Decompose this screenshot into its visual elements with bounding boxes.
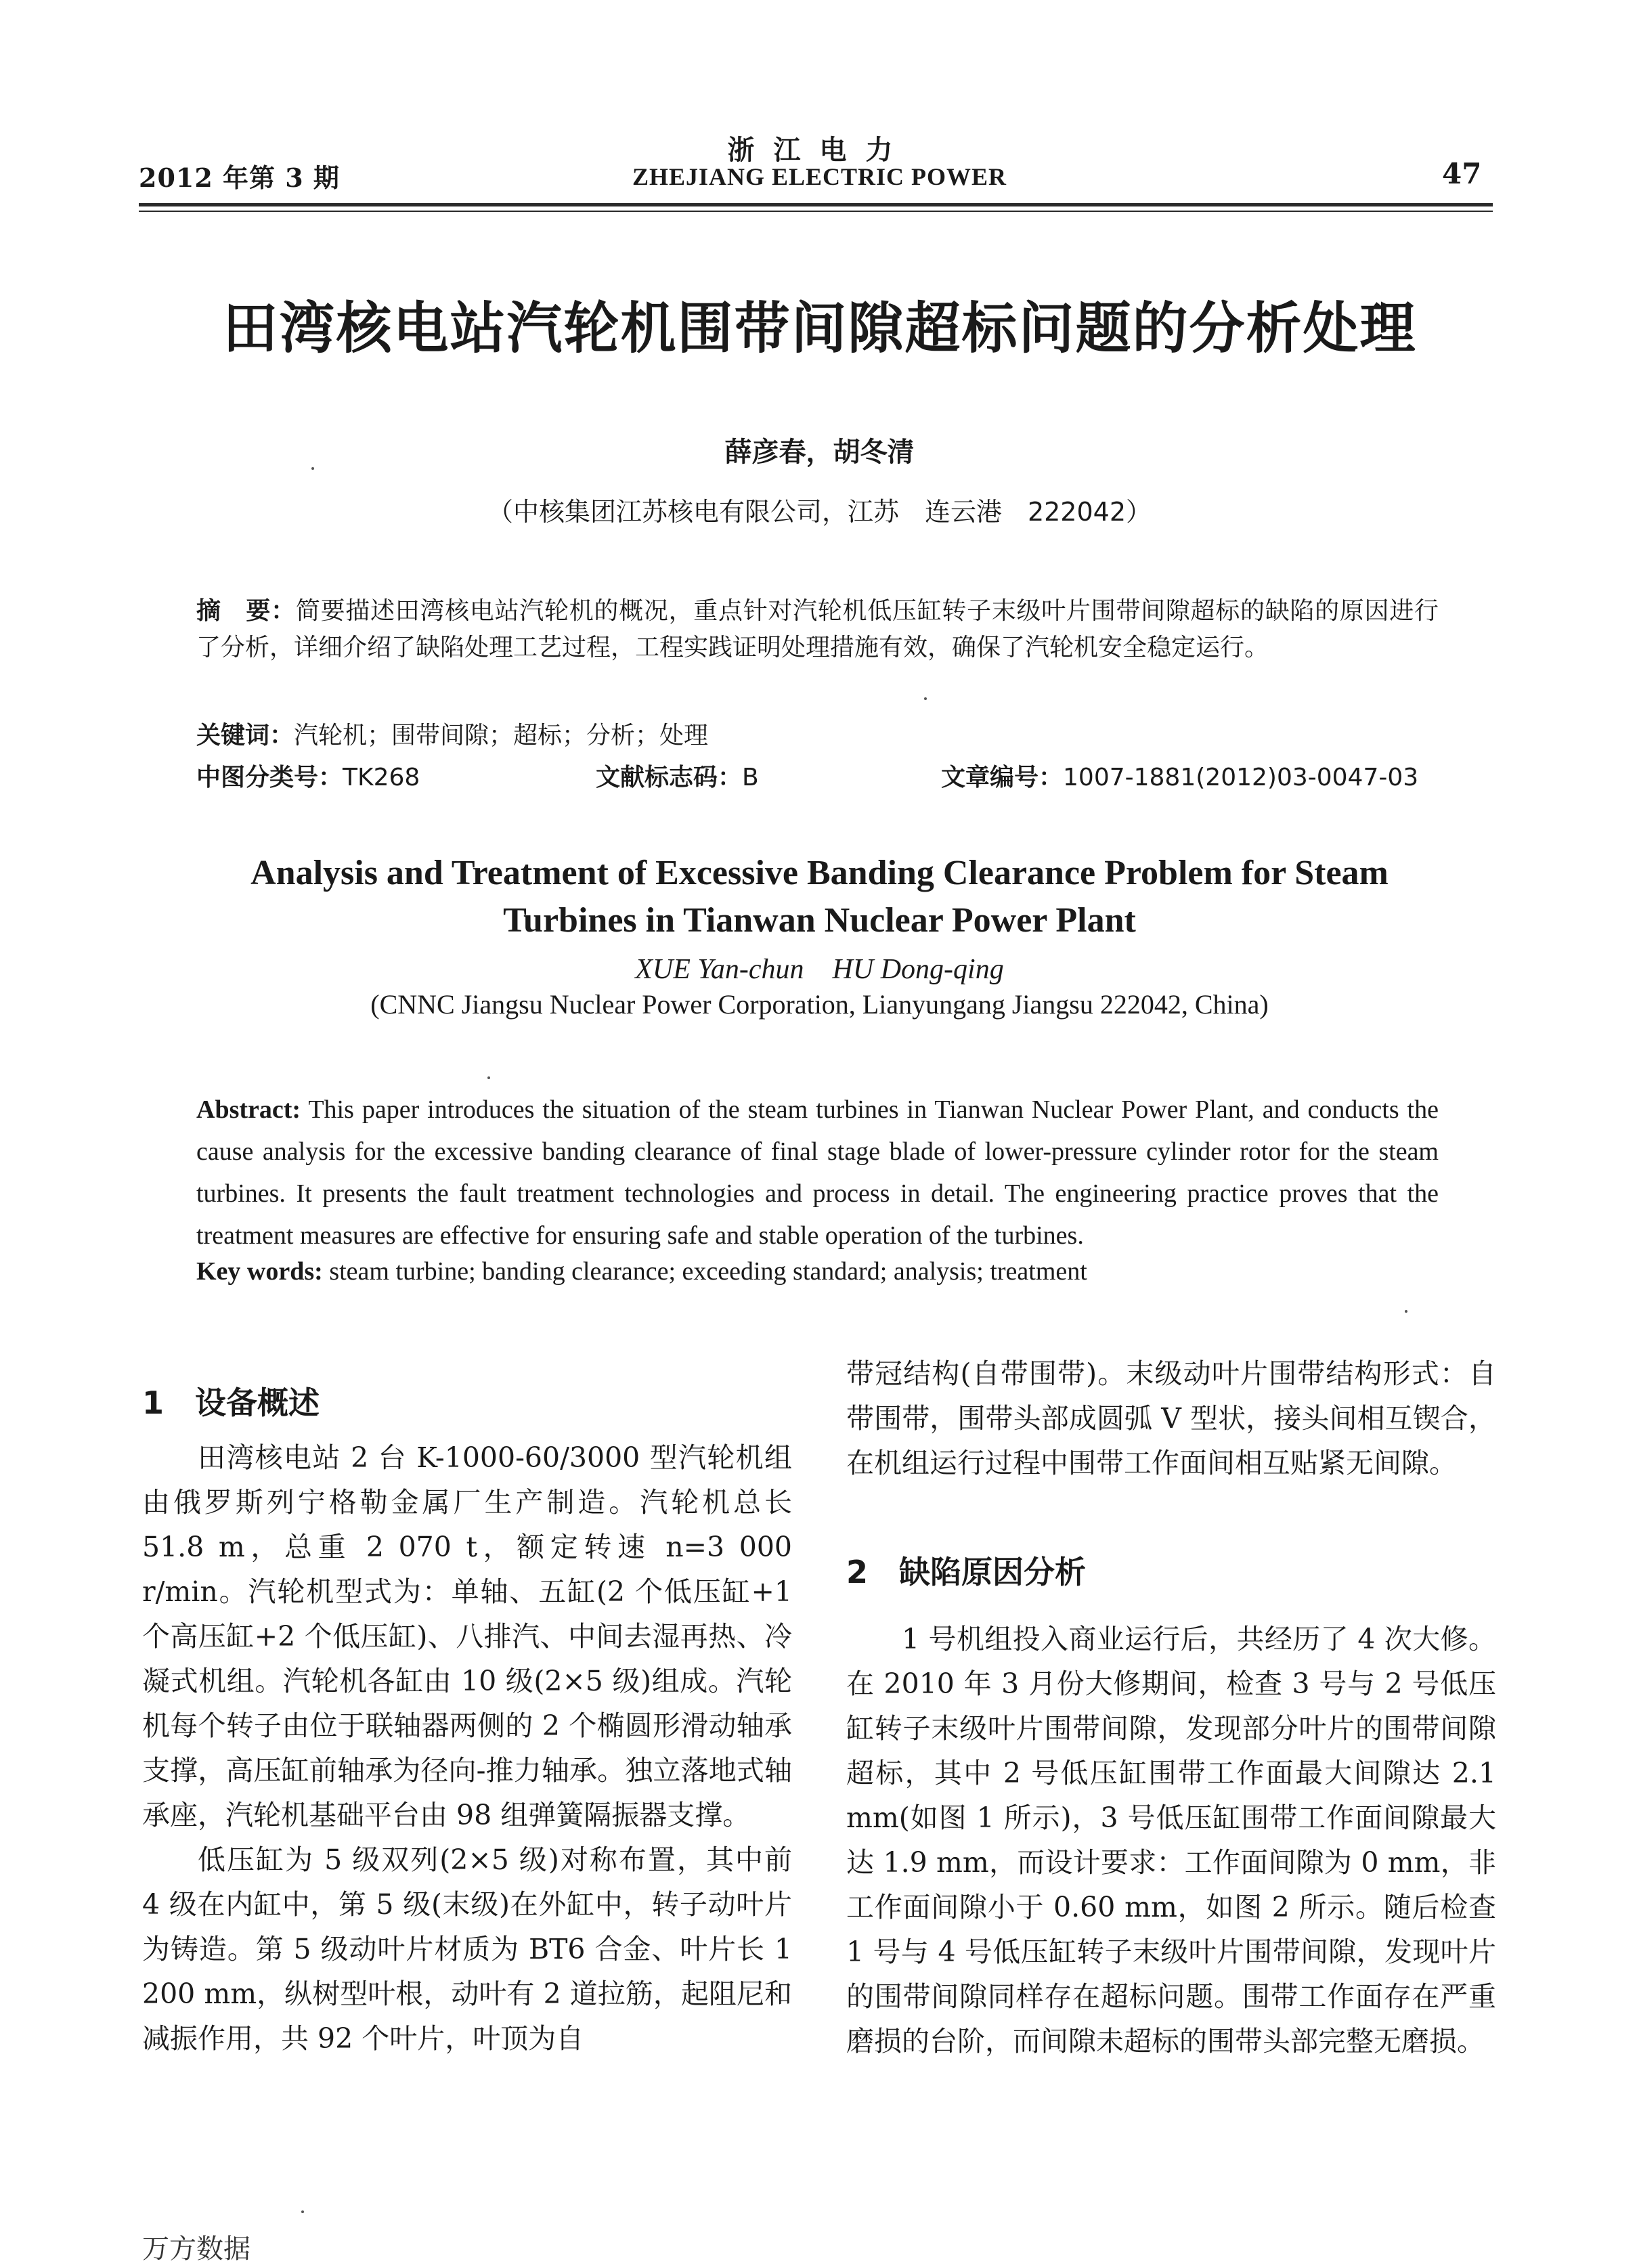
abstract-en-label: Abstract:: [196, 1095, 301, 1124]
document-code: [596, 760, 759, 796]
abstract-cn-label: 摘 要：: [196, 597, 296, 625]
footer-source: 万方数据: [142, 2233, 250, 2265]
right-column-top: [846, 1351, 1496, 1485]
scan-speck: [1405, 1310, 1407, 1313]
scan-speck: [924, 697, 927, 700]
section-2-paragraph-1: 1 号机组投入商业运行后，共经历了 4 次大修。在 2010 年 3 月份大修期间，检查 3 号与 2 号低压缸转子末级叶片围带间隙，发现部分叶片的围带间隙超标，其中 2 号低压缸围带工作面最大间隙达 2.1 mm(如图 1 所示)，3 号低压缸围带工作面间隙最大达 1.9 mm，而设计要求：工作面间隙为 0 mm，非工作面间隙小于 0.60 mm，如图 2 所示。随后检查 1 号与 4 号低压缸转子末级叶片围带间隙，发现叶片的围带间隙同样存在超标问题。围带工作面存在严重磨损的台阶，而间隙未超标的围带头部完整无磨损。: [846, 1623, 1496, 2057]
paper-title: 田湾核电站汽轮机围带间隙超标问题的分析处理: [222, 296, 1417, 361]
keywords-cn: [196, 718, 708, 754]
keywords-en-text: steam turbine; banding clearance; exceeding standard; analysis; treatment: [329, 1257, 1087, 1286]
abstract-en-text: This paper introduces the situation of the steam turbines in Tianwan Nuclear Power Plant, and conducts the cause analysis for the excessive banding clearance of final stage blade of lower-pressure cylinder rotor for the steam turbines. It presents the fault treatment technologies and process in detail. The engineering practice proves that the treatment measures are effective for ensuring safe and stable operation of the turbines.: [196, 1095, 1439, 1250]
section-1-heading: [142, 1378, 320, 1423]
right-column-bottom: [846, 1617, 1496, 2064]
english-affiliation: (CNNC Jiangsu Nuclear Power Corporation, Lianyungang Jiangsu 222042, China): [370, 989, 1269, 1020]
section-2-title: 缺陷原因分析: [899, 1554, 1086, 1590]
section-1-paragraph-2: 低压缸为 5 级双列(2×5 级)对称布置，其中前 4 级在内缸中，第 5 级(末级)在外缸中，转子动叶片为铸造。第 5 级动叶片材质为 BT6 合金、叶片长 1 200 mm，纵树型叶根，动叶有 2 道拉筋，起阻尼和减振作用，共 92 个叶片，叶顶为自: [142, 1844, 792, 2055]
doc-code-value: B: [742, 764, 759, 791]
scan-speck: [487, 1076, 490, 1079]
english-title-line2: Turbines in Tianwan Nuclear Power Plant: [503, 901, 1136, 940]
section-1-paragraph-1: 田湾核电站 2 台 K-1000-60/3000 型汽轮机组由俄罗斯列宁格勒金属厂生产制造。汽轮机总长 51.8 m，总重 2 070 t，额定转速 n=3 000 r/min。汽轮机型式为：单轴、五缸(2 个低压缸+1 个高压缸+2 个低压缸)、八排汽、中间去湿再热、冷凝式机组。汽轮机各缸由 10 级(2×5 级)组成。汽轮机每个转子由位于联轴器两侧的 2 个椭圆形滑动轴承支撑，高压缸前轴承为径向-推力轴承。独立落地式轴承座，汽轮机基础平台由 98 组弹簧隔振器支撑。: [142, 1441, 792, 1831]
english-title-line1: Analysis and Treatment of Excessive Banding Clearance Problem for Steam: [250, 854, 1389, 892]
doc-code-label: 文献标志码：: [596, 764, 743, 791]
paper-authors: 薛彦春，胡冬清: [724, 437, 915, 468]
keywords-en: [196, 1257, 1087, 1286]
abstract-cn-text: 简要描述田湾核电站汽轮机的概况，重点针对汽轮机低压缸转子末级叶片围带间隙超标的缺陷的原因进行了分析，详细介绍了缺陷处理工艺过程，工程实践证明处理措施有效，确保了汽轮机安全稳定运行。: [196, 597, 1439, 661]
keywords-cn-label: 关键词：: [196, 722, 294, 749]
journal-name-cn: 浙江电力: [727, 134, 912, 166]
article-number: [941, 760, 1418, 796]
issue-label: 2012 年第 3 期: [139, 162, 340, 193]
paper-affiliation: （中核集团江苏核电有限公司，江苏 连云港 222042）: [487, 497, 1152, 527]
journal-name-en: ZHEJIANG ELECTRIC POWER: [632, 163, 1007, 190]
section-2-heading: [846, 1548, 1086, 1592]
clc-number: [196, 760, 420, 796]
section-1-number: 1: [142, 1384, 165, 1421]
article-number-value: 1007-1881(2012)03-0047-03: [1063, 764, 1419, 791]
keywords-cn-text: 汽轮机；围带间隙；超标；分析；处理: [294, 722, 709, 749]
clc-value: TK268: [343, 764, 420, 791]
section-2-number: 2: [846, 1554, 869, 1590]
scan-speck: [301, 2210, 304, 2213]
page-number: 47: [1442, 157, 1482, 190]
scan-speck: [311, 467, 314, 470]
header-rule-thick: [139, 203, 1493, 206]
keywords-en-label: Key words:: [196, 1257, 323, 1286]
section-1-paragraph-3: 带冠结构(自带围带)。末级动叶片围带结构形式：自带围带，围带头部成圆弧 V 型状，接头间相互锲合，在机组运行过程中围带工作面间相互贴紧无间隙。: [846, 1357, 1496, 1479]
section-1-title: 设备概述: [195, 1384, 320, 1421]
abstract-en: [196, 1089, 1439, 1257]
header-rule-thin: [139, 211, 1493, 212]
clc-label: 中图分类号：: [196, 764, 343, 791]
article-number-label: 文章编号：: [941, 764, 1064, 791]
abstract-cn: [196, 593, 1439, 666]
english-authors: XUE Yan-chun HU Dong-qing: [635, 954, 1004, 985]
left-column: [142, 1435, 792, 2061]
